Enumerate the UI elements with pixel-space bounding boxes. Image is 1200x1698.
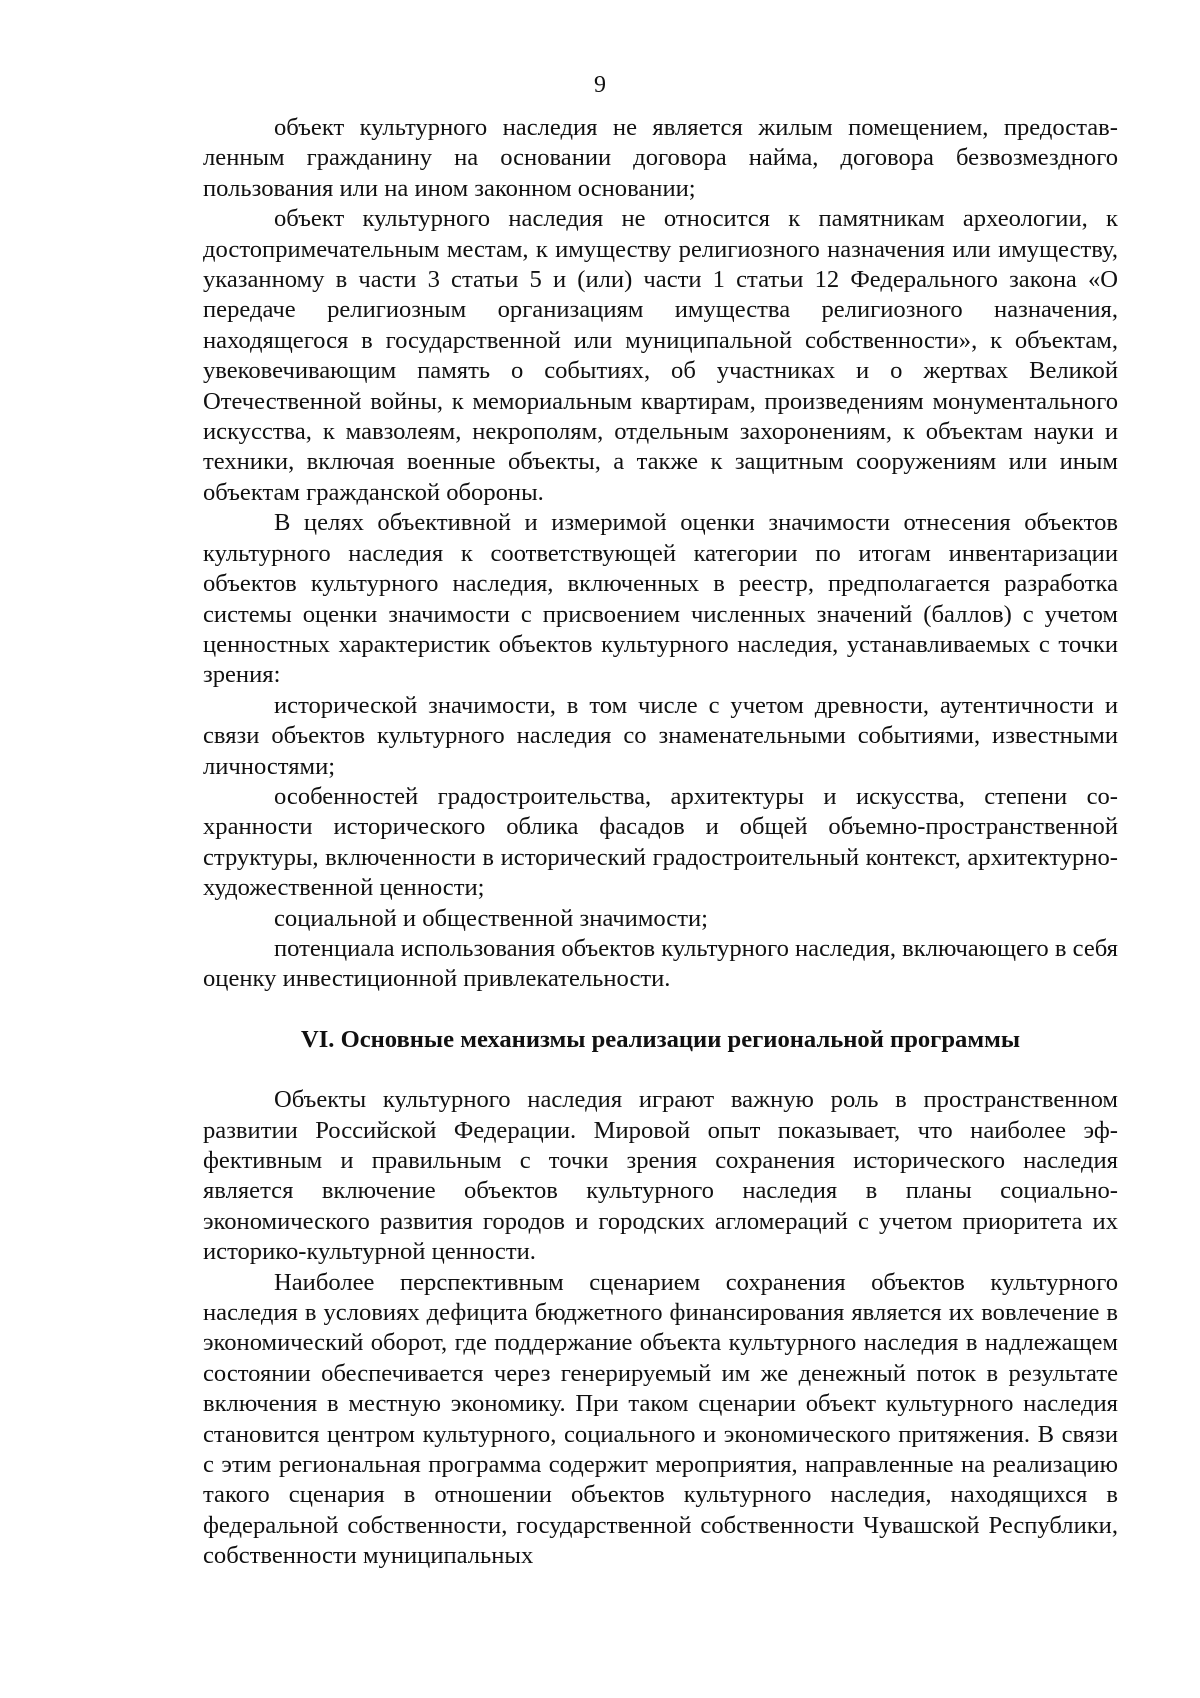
paragraph: потенциала использования объектов культурного наследия, включающего в себя оценку инвестиционной привлекательности. [203,934,1118,993]
paragraph: объект культурного наследия не является жилым помещением, предоставленным гражданину на основании договора найма, договора безвозмездного пользования или на ином законном основании; [203,114,1118,202]
paragraph: социальной и общественной значимости; [274,904,708,932]
paragraph: В целях объективной и измеримой оценки значимости отнесения объектов культурного наследия к соответствующей категории по итогам инвентаризации объектов культурного наследия, включенных в реестр, предполагается разработка системы оценки значимости с присвоением численных значений (баллов) с учетом ценностных характеристик объектов культурного наследия, устанавливаемых с точки зрения: [203,509,1118,689]
section-heading: VI. Основные механизмы реализации региональной программы [300,1025,1021,1053]
document-body [203,113,1118,1572]
paragraph: Наиболее перспективным сценарием сохранения объектов культурного наследия в условиях дефицита бюджетного финансирования является их вовлечение в экономический оборот, где поддержание объекта культурного наследия в надлежащем состоянии обеспечивается через генерируемый им же денежный поток в результате включения в местную экономику. При таком сценарии объект культурного наследия становится центром культурного, социального и экономического притяжения. В связи с этим региональная программа содержит мероприятия, направленные на реализацию такого сценария в отношении объектов культурного наследия, находящихся в федеральной собственности, государственной собственности Чувашской Республики, собственности муниципальных [203,1268,1118,1570]
paragraph: исторической значимости, в том числе с учетом древности, аутентичности и связи объектов культурного наследия со знаменательными событиями, известными личностями; [203,691,1118,780]
paragraph: Объекты культурного наследия играют важную роль в пространственном развитии Российской Федерации. Мировой опыт показывает, что наиболее эффективным и правильным с точки зрения сохранения исторического наследия является включение объектов культурного наследия в планы социально-экономического развития городов и городских агломераций с учетом приоритета их историко-культурной ценности. [203,1086,1118,1266]
paragraph: объект культурного наследия не относится к памятникам археологии, к достопримечательным местам, к имуществу религиозного назначения или имуществу, указанному в части 3 статьи 5 и (или) части 1 статьи 12 Федерального закона «О передаче религиозным организациям имущества религиозного назначения, находящегося в государственной или муниципальной собственности», к объектам, увековечивающим память о событиях, об участниках и о жертвах Великой Отечественной войны, к мемориальным квартирам, произведениям монументального искусства, к мавзолеям, некрополям, отдельным захоронениям, к объектам науки и техники, включая военные объекты, а также к защитным сооружениям или иным объектам гражданской обороны. [203,205,1118,506]
paragraph: особенностей градостроительства, архитектуры и искусства, степени сохранности исторического облика фасадов и общей объемно-пространственной структуры, включенности в исторический градостроительный контекст, архитектурно-художественной ценности; [203,782,1118,902]
page-number: 9 [594,72,606,98]
